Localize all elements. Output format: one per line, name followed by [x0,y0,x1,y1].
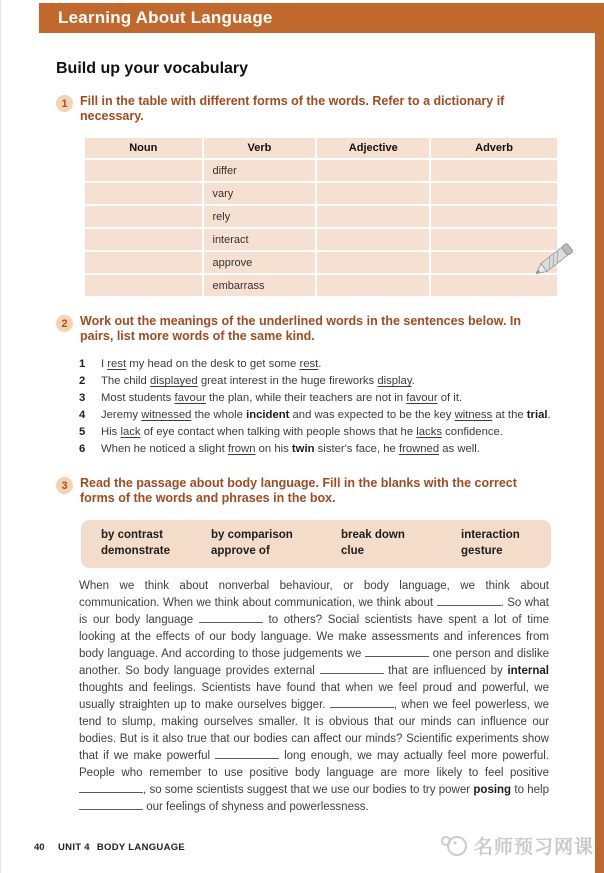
sentence-item [79,441,555,458]
word-box-column [461,527,551,568]
adverb-cell [431,160,557,181]
table-row [85,183,557,204]
sentence-item [79,390,555,407]
exercise-3-instruction: Read the passage about body language. Fill in the blanks with the correct forms of the words and phrases in the box. [80,476,517,506]
cloze-passage: When we think about nonverbal behaviour, or body language, we think about communication. When we think about communication, we think about . So what is our body language to others? Social scientists have spent a lot of time looking at the effects of our body language. We make assessments and inferences from body language. And according to those judgements we one person and dislike another. So body language provides external that are influenced by internal thoughts and feelings. Scientists have found that when we feel proud and powerful, we usually straighten up to make ourselves bigger. , when we feel powerless, we tend to slump, making ourselves smaller. It is obvious that our minds can influence our bodies. But is it also true that our bodies can affect our minds? Scientific experiments show that if we make powerful long enough, we may actually feel more powerful. People who remember to use positive body language are more likely to feel positive , so some scientists suggest that we use our bodies to try power posing to help our feelings of shyness and powerlessness. [79,580,550,813]
watermark-logo-icon [439,833,469,859]
exercise-2-header [56,314,548,345]
exercise-2-instruction: Work out the meanings of the underlined words in the sentences below. In pairs, list more words of the same kind. [80,314,522,344]
sentence-item [79,424,555,441]
column-header-adverb: Adverb [431,138,557,158]
adjective-cell [317,206,429,227]
sentence-item [79,407,555,424]
column-header-adjective: Adjective [317,138,429,158]
sentence-text: The child displayed great interest in the huge fireworks display. [101,375,415,387]
noun-cell [85,160,202,181]
page-title: Build up your vocabulary [56,60,249,77]
table-row [85,160,557,181]
sentence-number: 3 [79,392,86,404]
sentence-text: His lack of eye contact when talking with people shows that he lacks confidence. [101,426,503,438]
word-box-item: approve of [211,545,270,557]
table-row [85,252,557,273]
sentence-text: When he noticed a slight frown on his twin sister's face, he frowned as well. [101,443,480,455]
word-box-item: by contrast [101,529,163,541]
table-row [85,275,557,296]
verb-cell: differ [204,160,316,181]
sentence-text: I rest my head on the desk to get some rest. [101,358,322,370]
column-header-verb: Verb [204,138,316,158]
adjective-cell [317,275,429,296]
word-box-item: clue [341,545,365,557]
word-box-item: demonstrate [101,545,171,557]
exercise-3-number-badge: 3 [56,477,73,494]
page-number: 40 [34,842,45,853]
unit-number: UNIT 4 [58,842,90,853]
sentence-item [79,373,555,390]
exercise-2-number-badge: 2 [56,315,73,332]
sentence-number: 2 [79,375,86,387]
word-forms-table [83,136,559,298]
table-header-row [85,138,557,158]
sentence-number: 5 [79,426,86,438]
table-row [85,206,557,227]
adverb-cell [431,183,557,204]
sentence-text: Jeremy witnessed the whole incident and was expected to be the key witness at the trial. [101,409,551,421]
adjective-cell [317,183,429,204]
noun-cell [85,275,202,296]
exercise-1-instruction: Fill in the table with different forms of the words. Refer to a dictionary if necessary. [80,94,505,124]
verb-cell: embarrass [204,275,316,296]
noun-cell [85,206,202,227]
adjective-cell [317,229,429,250]
exercise-1-number-badge: 1 [56,95,73,112]
sentence-list [79,356,555,458]
sentence-number: 1 [79,358,86,370]
word-box-item: gesture [461,545,503,557]
adjective-cell [317,160,429,181]
column-header-noun: Noun [85,138,202,158]
word-box-column [211,527,341,568]
adverb-cell [431,206,557,227]
word-box [81,520,551,568]
section-banner [39,3,604,33]
word-box-item: interaction [461,529,520,541]
noun-cell [85,252,202,273]
adverb-cell [431,229,557,250]
noun-cell [85,183,202,204]
watermark [439,832,594,859]
verb-cell: rely [204,206,316,227]
banner-title: Learning About Language [58,8,273,27]
unit-label [58,842,185,853]
word-box-item: break down [341,529,405,541]
exercise-1-header [56,94,548,125]
sentence-number: 4 [79,409,86,421]
sentence-number: 6 [79,443,86,455]
sentence-text: Most students favour the plan, while their teachers are not in favour of it. [101,392,463,404]
exercise-3-header [56,476,548,507]
sentence-item [79,356,555,373]
verb-cell: interact [204,229,316,250]
word-box-item: by comparison [211,529,293,541]
word-box-column [341,527,461,568]
adjective-cell [317,252,429,273]
word-box-column [101,527,211,568]
table-row [85,229,557,250]
verb-cell: approve [204,252,316,273]
watermark-text: 名师预习网课 [473,837,594,858]
page-edge-strip [595,3,604,873]
unit-topic: BODY LANGUAGE [96,842,186,853]
noun-cell [85,229,202,250]
verb-cell: vary [204,183,316,204]
